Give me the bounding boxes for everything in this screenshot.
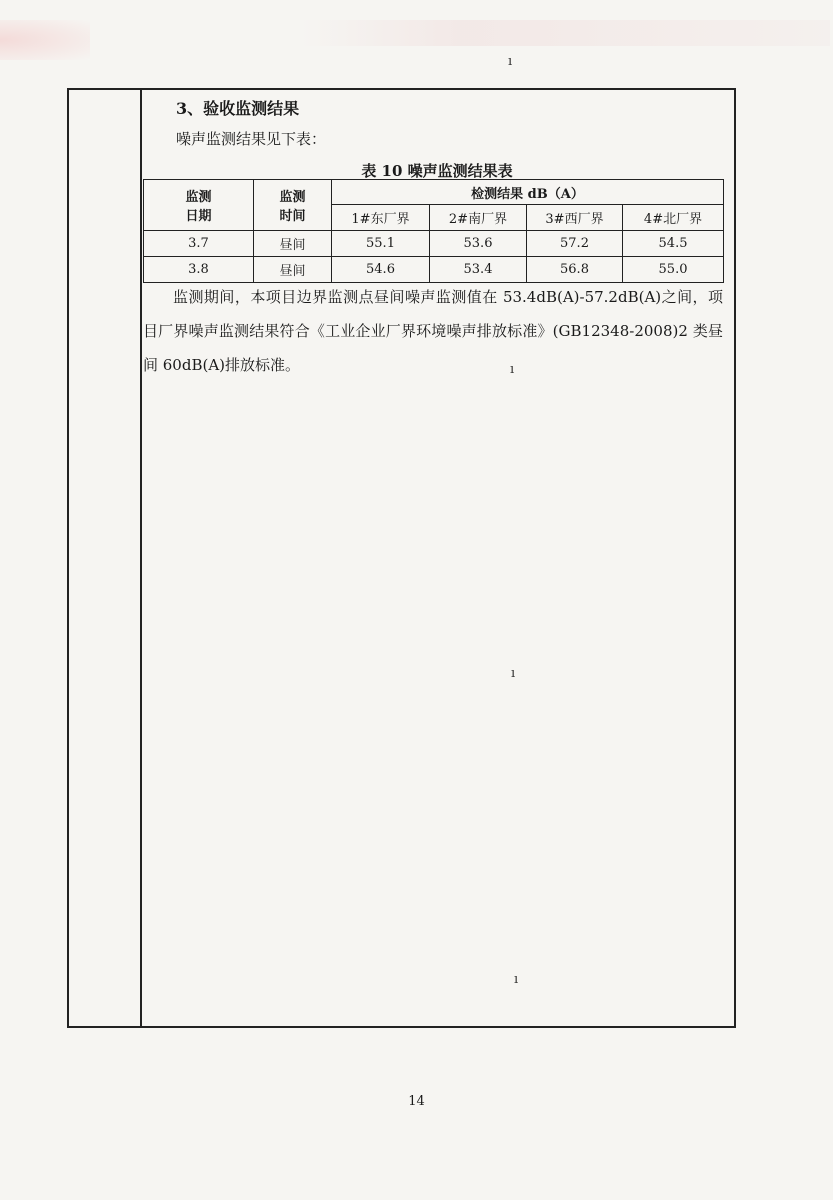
scan-artifact-top bbox=[300, 20, 830, 46]
cell-date: 3.7 bbox=[144, 231, 254, 257]
page-number: 14 bbox=[408, 1094, 425, 1109]
header-point: 4#北厂界 bbox=[623, 205, 724, 231]
cell-value: 55.0 bbox=[623, 257, 724, 283]
header-time-line1: 监测 bbox=[279, 190, 306, 205]
header-time bbox=[254, 180, 332, 231]
header-point: 1#东厂界 bbox=[332, 205, 430, 231]
header-time-line2: 时间 bbox=[279, 209, 306, 224]
cell-value: 56.8 bbox=[527, 257, 623, 283]
header-date-line1: 监测 bbox=[185, 190, 212, 205]
table-row bbox=[144, 231, 724, 257]
header-result-group: 检测结果 dB（A） bbox=[332, 180, 724, 205]
cell-value: 54.6 bbox=[332, 257, 430, 283]
noise-results-table bbox=[143, 179, 724, 283]
header-date-line2: 日期 bbox=[185, 209, 212, 224]
cell-value: 54.5 bbox=[623, 231, 724, 257]
frame-divider bbox=[140, 90, 142, 1026]
section-intro: 噪声监测结果见下表： bbox=[176, 130, 327, 148]
table-caption: 表 10 噪声监测结果表 bbox=[361, 162, 513, 180]
header-point: 3#西厂界 bbox=[527, 205, 623, 231]
cell-date: 3.8 bbox=[144, 257, 254, 283]
cell-value: 53.4 bbox=[430, 257, 527, 283]
cell-time: 昼间 bbox=[254, 257, 332, 283]
header-date bbox=[144, 180, 254, 231]
scan-artifact bbox=[0, 20, 90, 60]
cell-value: 53.6 bbox=[430, 231, 527, 257]
header-point: 2#南厂界 bbox=[430, 205, 527, 231]
scan-mark: ı bbox=[508, 54, 513, 69]
cell-value: 55.1 bbox=[332, 231, 430, 257]
cell-value: 57.2 bbox=[527, 231, 623, 257]
section-heading: 3、验收监测结果 bbox=[176, 99, 300, 118]
conclusion-paragraph: 监测期间，本项目边界监测点昼间噪声监测值在 53.4dB(A)-57.2dB(A)之间，项目厂界噪声监测结果符合《工业企业厂界环境噪声排放标准》(GB12348-2008)2 类昼间 60dB(A)排放标准。 bbox=[143, 288, 723, 374]
table-header-row bbox=[144, 180, 724, 205]
scan-mark: ı bbox=[510, 362, 515, 377]
scan-mark: ı bbox=[514, 972, 519, 987]
cell-time: 昼间 bbox=[254, 231, 332, 257]
scan-mark: ı bbox=[511, 666, 516, 681]
table-row bbox=[144, 257, 724, 283]
